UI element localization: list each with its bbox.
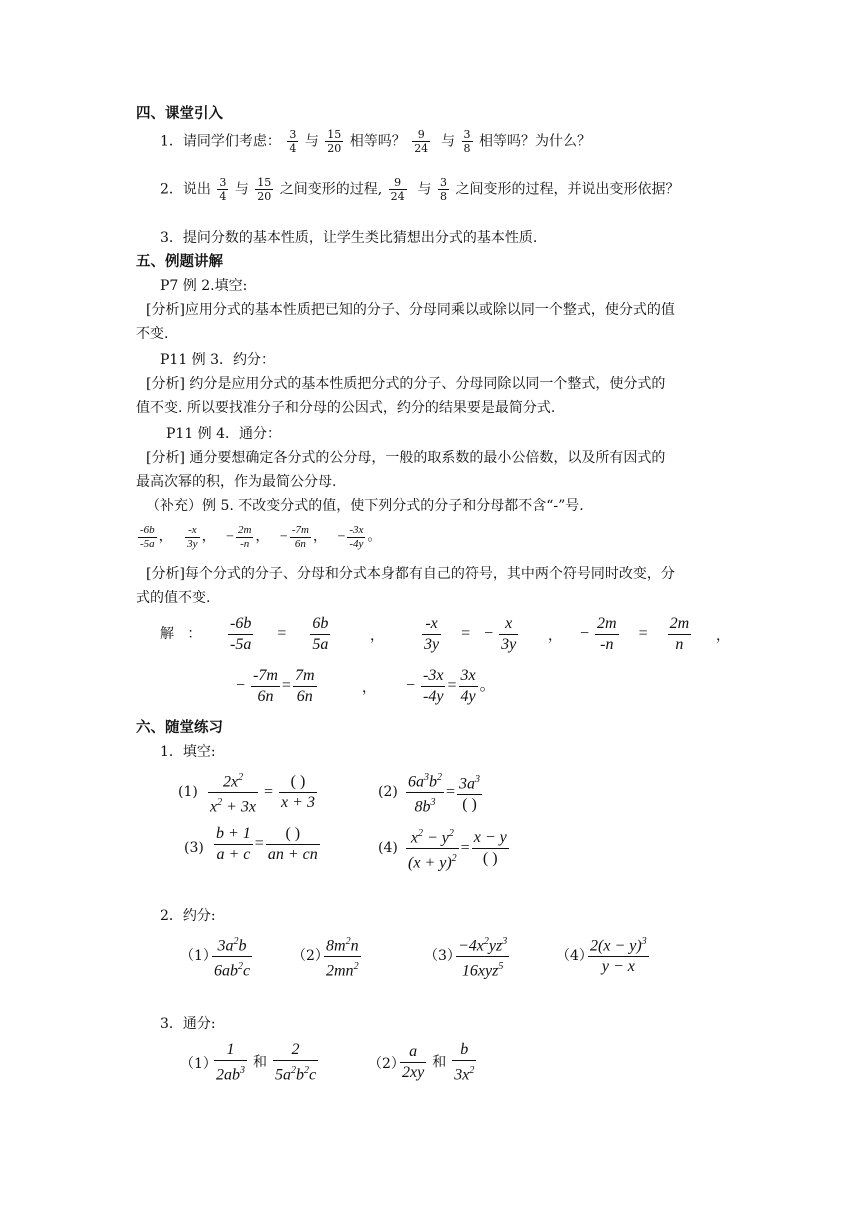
fraction-15-20: $\frac{15}{20}$: [257, 176, 272, 203]
fraction-3-8: $\frac{3}{8}$: [440, 176, 447, 203]
example-5-fractions: $\frac{-6b}{-5a}$ ， $\frac{-x}{3y}$ ， − $\frac{2m}{-n}$ ， − $\frac{-7m}{6n}$ ， − $\frac{-3x}{-4y}$ 。: [140, 524, 382, 550]
fraction-9-24: $\frac{9}{24}$: [390, 176, 405, 203]
example-5-analysis-line-1: [分析]每个分式的分子、分母和分式本身都有自己的符号，其中两个符号同时改变，分: [146, 566, 675, 582]
solution-equation-2: $\frac{-x}{3y}$ = − $\frac{x}{3y}$: [424, 615, 517, 653]
example-4-label: P11 例 4．通分：: [166, 426, 282, 442]
practice-1-item-2-number: (2): [378, 784, 398, 800]
solution-equation-5: − $\frac{-3x}{-4y}$ = $\frac{3x}{4y}$ 。: [406, 667, 496, 705]
fraction-9-24: $\frac{9}{24}$: [414, 128, 429, 155]
fraction: $\frac{-x}{3y}$: [187, 524, 198, 550]
example-5-label: （补充）例 5. 不改变分式的值，使下列分式的分子和分母都不含“-”号.: [146, 498, 584, 514]
comma: ，: [370, 628, 384, 644]
fraction: $\frac{-7m}{6n}$: [291, 524, 309, 550]
practice-2-item-1: $\frac{3a^2b}{6ab^2c}$: [210, 932, 254, 982]
intro-question-2: 2．说出 $\frac{3}{4}$ 与 $\frac{15}{20}$ 之间变形的过程, $\frac{9}{24}$ 与 $\frac{3}{8}$ 之间变形的过程，并说出变形依据？: [160, 176, 680, 203]
practice-2-item-4: $\frac{2(x - y)^3}{y - x}$: [586, 932, 651, 977]
practice-2-item-3: $\frac{-4x^2yz^3}{16xyz^5}$: [454, 932, 511, 982]
practice-1-item-1: $\frac{2x^2}{x^2 + 3x}$ = $\frac{( )}{x + 3}$: [206, 768, 319, 818]
practice-3-item-2: $\frac{a}{2xy}$ 和 $\frac{b}{3x^2}$: [402, 1041, 475, 1084]
practice-2-item-2: $\frac{8m^2n}{2mn^2}$: [322, 932, 363, 982]
practice-1-item-3: $\frac{b + 1}{a + c}$ = $\frac{( )}{an + cn}$: [216, 825, 318, 863]
practice-1-item-3-number: (3): [184, 840, 204, 856]
example-3-analysis-line-2: 值不变. 所以要找准分子和分母的公因式，约分的结果要是最简分式.: [136, 400, 556, 416]
example-5-analysis-line-2: 式的值不变.: [136, 590, 211, 606]
example-4-analysis-line-2: 最高次幂的积，作为最简公分母.: [136, 474, 337, 490]
section-4-title: 四、课堂引入: [136, 106, 223, 122]
example-2-analysis-line-1: [分析]应用分式的基本性质把已知的分子、分母同乘以或除以同一个整式，使分式的值: [146, 302, 675, 318]
fraction-3-8: $\frac{3}{8}$: [463, 128, 471, 155]
comma: ，: [362, 680, 376, 696]
practice-3-item-1-number: （1）: [180, 1056, 217, 1072]
solution-equation-4: − $\frac{-7m}{6n}$ = $\frac{7m}{6n}$: [236, 667, 315, 705]
fraction-15-20: $\frac{15}{20}$: [327, 128, 342, 155]
fraction: $\frac{-3x}{-4y}$: [349, 524, 364, 550]
practice-1-item-1-number: (1): [178, 784, 198, 800]
comma: ，: [548, 628, 562, 644]
solution-equation-1: $\frac{-6b}{-5a}$ = $\frac{6b}{5a}$: [230, 615, 329, 653]
practice-1-item-4: $\frac{x^2 - y^2}{(x + y)^2}$ = $\frac{x - y}{( )}$: [404, 824, 511, 874]
practice-2-label: 2．约分:: [160, 908, 216, 924]
practice-2-item-1-number: （1）: [180, 948, 217, 964]
practice-2-item-4-number: （4）: [556, 948, 593, 964]
fraction: $\frac{2m}{-n}$: [237, 524, 252, 550]
comma: ，: [716, 628, 730, 644]
practice-2-item-2-number: （2）: [292, 948, 329, 964]
example-2-analysis-line-2: 不变.: [136, 326, 169, 342]
section-5-title: 五、例题讲解: [136, 254, 223, 270]
solution-equation-3: − $\frac{2m}{-n}$ = $\frac{2m}{n}$: [580, 615, 690, 653]
practice-1-item-2: $\frac{6a^3b^2}{8b^3}$ = $\frac{3a^3}{( )}$: [404, 768, 484, 818]
solution-label: 解 ：: [160, 626, 202, 642]
practice-1-label: 1．填空:: [160, 744, 216, 760]
example-3-label: P11 例 3．约分：: [160, 352, 276, 368]
practice-3-label: 3．通分:: [160, 1016, 216, 1032]
practice-3-item-2-number: （2）: [368, 1056, 405, 1072]
section-6-title: 六、随堂练习: [136, 720, 223, 736]
practice-3-item-1: $\frac{1}{2ab^3}$ 和 $\frac{2}{5a^2b^2c}$: [216, 1041, 317, 1084]
intro-question-1: 1．请同学们考虑： $\frac{3}{4}$ 与 $\frac{15}{20}$ 相等吗？ $\frac{9}{24}$ 与 $\frac{3}{8}$ 相等吗？为什么？: [160, 128, 591, 155]
fraction-3-4: $\frac{3}{4}$: [289, 128, 297, 155]
fraction: $\frac{-6b}{-5a}$: [140, 524, 155, 550]
intro-question-3: 3．提问分数的基本性质，让学生类比猜想出分式的基本性质.: [160, 230, 538, 246]
example-4-analysis-line-1: [分析] 通分要想确定各分式的公分母，一般的取系数的最小公倍数，以及所有因式的: [146, 450, 666, 466]
example-3-analysis-line-1: [分析] 约分是应用分式的基本性质把分式的分子、分母同除以同一个整式，使分式的: [146, 376, 666, 392]
practice-2-item-3-number: （3）: [424, 948, 461, 964]
fraction-3-4: $\frac{3}{4}$: [219, 176, 227, 203]
practice-1-item-4-number: (4): [378, 840, 398, 856]
example-2-label: P7 例 2.填空:: [160, 278, 248, 294]
